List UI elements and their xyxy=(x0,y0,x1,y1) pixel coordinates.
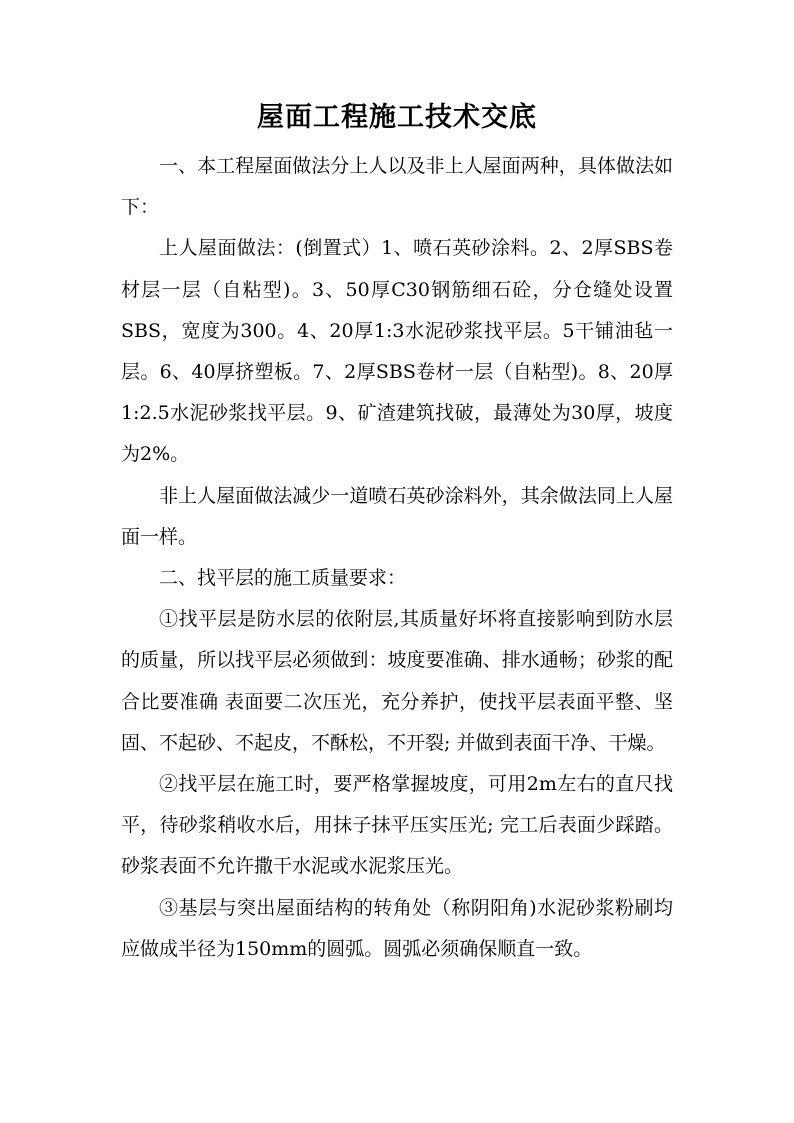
paragraph-requirement-1: ①找平层是防水层的依附层,其质量好坏将直接影响到防水层的质量，所以找平层必须做到：坡度要准确、排水通畅；砂浆的配合比要准确 表面要二次压光，充分养护，使找平层表面平整、坚固、不起砂、不起皮，不酥松，不开裂; 并做到表面干净、干燥。 xyxy=(121,608,673,754)
paragraph-requirement-2: ②找平层在施工时，要严格掌握坡度，可用2m左右的直尺找平，待砂浆稍收水后，用抹子抹平压实压光; 完工后表面少踩踏。砂浆表面不允许撒干水泥或水泥浆压光。 xyxy=(121,773,673,878)
paragraph-roof-types: 一、本工程屋面做法分上人以及非上人屋面两种，具体做法如下： xyxy=(121,155,673,219)
paragraph-accessible-roof: 上人屋面做法：(倒置式）1、喷石英砂涂料。2、2厚SBS卷材层一层（自粘型)。3、50厚C30钢筋细石砼，分仓缝处设置SBS，宽度为300。4、20厚1:3水泥砂浆找平层。5干铺油毡一层。6、40厚挤塑板。7、2厚SBS卷材一层（自粘型)。8、20厚1:2.5水泥砂浆找平层。9、矿渣建筑找破，最薄处为30厚，坡度为2%。 xyxy=(121,237,673,466)
paragraph-section-heading: 二、找平层的施工质量要求： xyxy=(159,567,407,590)
document-body xyxy=(121,146,673,970)
paragraph-non-accessible-roof: 非上人屋面做法减少一道喷石英砂涂料外，其余做法同上人屋面一样。 xyxy=(121,484,673,548)
document-title: 屋面工程施工技术交底 xyxy=(257,102,537,133)
paragraph-requirement-3: ③基层与突出屋面结构的转角处（称阴阳角)水泥砂浆粉刷均应做成半径为150mm的圆弧。圆弧必须确保顺直一致。 xyxy=(121,896,673,960)
